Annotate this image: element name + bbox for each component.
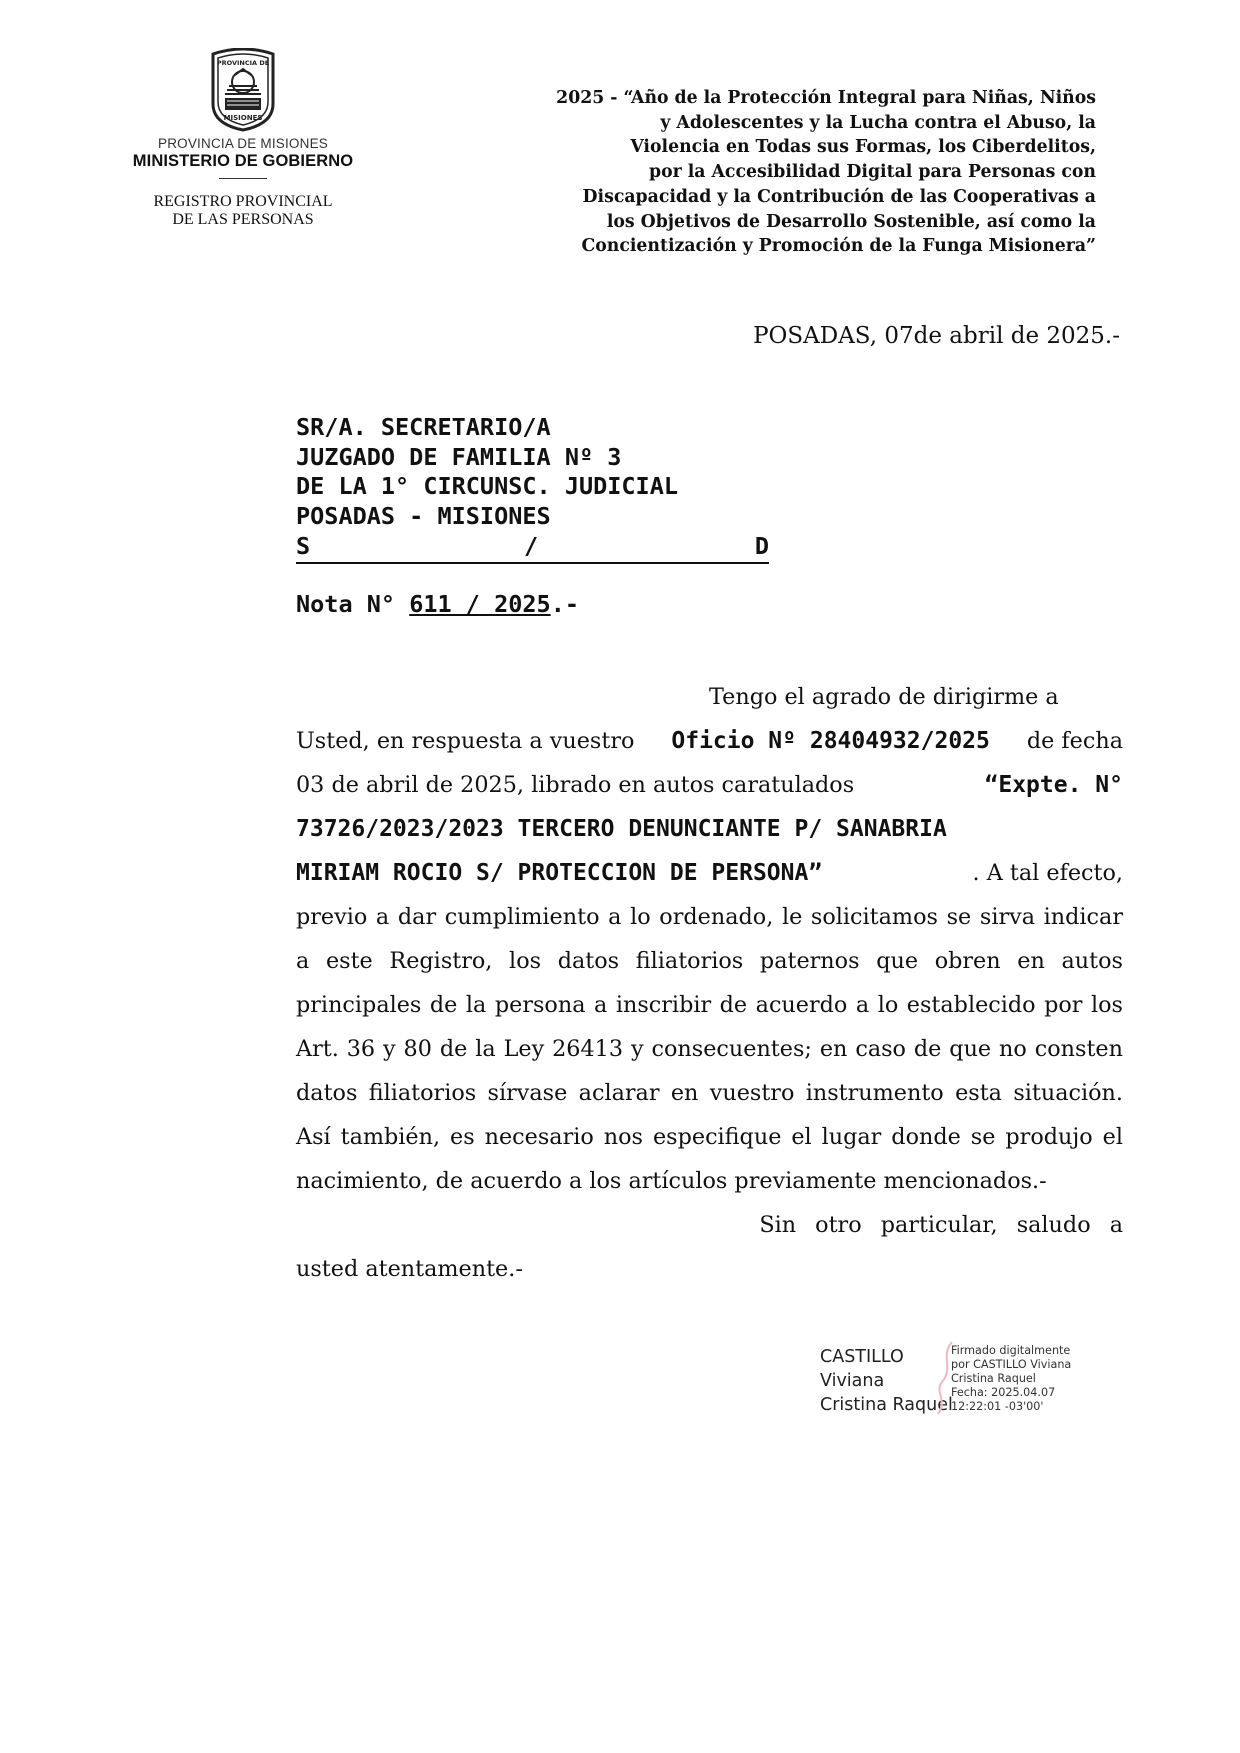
digital-signature-info [951, 1344, 1071, 1414]
signer-name-line: Cristina Raquel [820, 1395, 953, 1415]
expediente-reference: “Expte. N° [984, 772, 1123, 798]
registry-line-2: DE LAS PERSONAS [172, 211, 314, 228]
body-text: . A tal efecto, [972, 860, 1123, 886]
case-title-line: 73726/2023/2023 TERCERO DENUNCIANTE P/ SANABRIA [296, 816, 947, 842]
province-name: PROVINCIA DE MISIONES [158, 136, 328, 151]
motto-line: por la Accesibilidad Digital para Personas con [649, 162, 1096, 183]
motto-line: Violencia en Todas sus Formas, los Ciberdelitos, [630, 137, 1096, 158]
oficio-reference: Oficio Nº 28404932/2025 [671, 728, 990, 754]
closing-line: usted atentamente.- [296, 1256, 523, 1282]
body-line [296, 719, 1123, 763]
year-motto [470, 86, 1096, 259]
note-number [296, 590, 579, 618]
addressee-line: SR/A. SECRETARIO/A [296, 413, 551, 441]
body-text: de fecha [1026, 728, 1123, 754]
addressee-block [296, 413, 678, 531]
motto-line: 2025 - “Año de la Protección Integral para Niñas, Niños [556, 88, 1096, 108]
note-suffix: .- [550, 590, 579, 618]
signature-info-line: por CASTILLO Viviana [951, 1358, 1072, 1371]
letter-body [296, 675, 1123, 1291]
note-number-value: 611 / 2025 [409, 590, 551, 618]
sd-s: S [296, 532, 311, 560]
letterhead-divider [219, 178, 267, 179]
closing-line [296, 1203, 1123, 1247]
seal-text-bottom: MISIONES [223, 114, 263, 122]
letterhead [118, 48, 368, 229]
motto-line: y Adolescentes y la Lucha contra el Abuso, la [660, 112, 1096, 133]
letter-date: POSADAS, 07de abril de 2025.- [753, 323, 1120, 349]
note-prefix: Nota N° [296, 590, 396, 618]
body-line [296, 675, 1123, 719]
signature-info-line: Firmado digitalmente [951, 1344, 1071, 1357]
addressee-line: POSADAS - MISIONES [296, 501, 551, 530]
signature-info-line: Fecha: 2025.04.07 [951, 1386, 1056, 1399]
signature-info-line: Cristina Raquel [951, 1372, 1036, 1385]
body-line [296, 763, 1123, 807]
motto-line: los Objetivos de Desarrollo Sostenible, así como la [606, 211, 1096, 232]
motto-line: Discapacidad y la Contribución de las Cooperativas a [582, 186, 1096, 207]
body-line [296, 851, 1123, 895]
addressee-line: DE LA 1° CIRCUNSC. JUDICIAL [296, 472, 679, 501]
motto-line: Concientización y Promoción de la Funga Misionera” [581, 236, 1096, 257]
seal-text-top: PROVINCIA DE [216, 59, 270, 67]
case-title-line: MIRIAM ROCIO S/ PROTECCION DE PERSONA” [296, 860, 823, 886]
body-text: 03 de abril de 2025, librado en autos caratulados [296, 772, 855, 798]
registry-line-1: REGISTRO PROVINCIAL [153, 193, 333, 210]
body-text: Tengo el agrado de dirigirme a [709, 684, 1059, 710]
signature-info-line: 12:22:01 -03'00' [951, 1400, 1044, 1413]
sd-d: D [754, 532, 769, 560]
signer-name-line: Viviana [820, 1371, 885, 1391]
closing-text: Sin otro particular, saludo a [759, 1212, 1123, 1238]
body-text: Usted, en respuesta a vuestro [296, 728, 635, 754]
sd-slash: / [524, 532, 539, 560]
addressee-line: JUZGADO DE FAMILIA Nº 3 [296, 442, 622, 471]
province-seal-icon [205, 48, 281, 132]
ministry-name: MINISTERIO DE GOBIERNO [132, 152, 354, 170]
su-despacho-line [296, 532, 769, 564]
body-paragraph: previo a dar cumplimiento a lo ordenado, le solicitamos se sirva indicar a este Registro, los datos filiatorios paternos que obren en autos principales de la persona a inscribir de acuerdo a lo establecido por los Art. 36 y 80 de la Ley 26413 y consecuentes; en caso de que no consten datos filiatorios sírvase aclarar en vuestro instrumento esta situación. Así también, es necesario nos especifique el lugar donde se produjo el nacimiento, de acuerdo a los artículos previamente mencionados.- [296, 904, 1123, 1194]
signer-name-line: CASTILLO [820, 1347, 904, 1367]
